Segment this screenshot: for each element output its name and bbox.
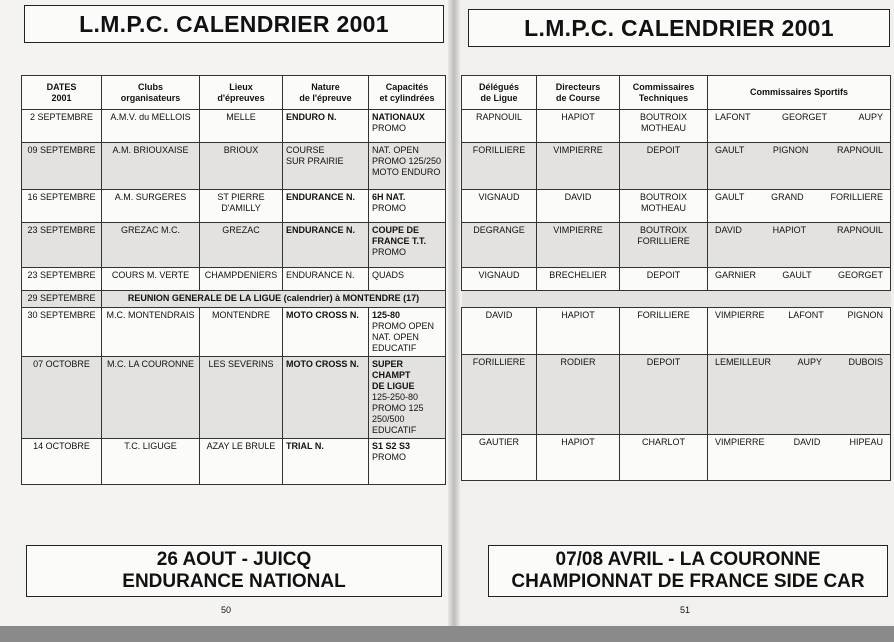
lieu-cell: GREZAC [200, 223, 283, 268]
left-page-number: 50 [221, 605, 232, 615]
sportif-name: GEORGET [837, 270, 883, 280]
delegue-cell: RAPNOUIL [462, 110, 537, 143]
left-page-title: L.M.P.C. CALENDRIER 2001 [24, 5, 444, 43]
nature-cell: ENDURANCE N. [283, 268, 369, 291]
table-row [22, 143, 446, 190]
table-row [462, 223, 891, 268]
capacites-cell [369, 110, 446, 143]
sportifs-cell [708, 143, 891, 190]
sportif-name: GAULT [782, 270, 812, 280]
tech-cell: FORILLIERE [620, 308, 708, 355]
sportifs-list [711, 357, 887, 368]
date-cell: 23 SEPTEMBRE [22, 223, 102, 268]
sportifs-list [711, 225, 887, 236]
sportif-name: HIPEAU [849, 437, 883, 447]
tech-cell: BOUTROIX MOTHEAU [620, 190, 708, 223]
club-cell: GREZAC M.C. [102, 223, 200, 268]
directeur-cell: HAPIOT [537, 308, 620, 355]
left-footer-line1: 26 AOUT - JUICQ [156, 549, 312, 570]
date-cell: 2 SEPTEMBRE [22, 110, 102, 143]
delegue-cell: DAVID [462, 308, 537, 355]
header-commissaires-sportifs: Commissaires Sportifs [708, 76, 891, 110]
date-cell: 16 SEPTEMBRE [22, 190, 102, 223]
left-footer-line2: ENDURANCE NATIONAL [122, 571, 346, 592]
date-cell: 14 OCTOBRE [22, 439, 102, 485]
sportif-name: LAFONT [788, 310, 824, 320]
right-page-number: 51 [680, 605, 691, 615]
sportif-name: GAULT [715, 145, 745, 155]
lieu-cell: CHAMPDENIERS [200, 268, 283, 291]
table-row [22, 110, 446, 143]
capacites-cell [369, 223, 446, 268]
date-cell: 23 SEPTEMBRE [22, 268, 102, 291]
lieu-cell: MELLE [200, 110, 283, 143]
nature-cell: ENDURO N. [283, 110, 369, 143]
meeting-date: 29 SEPTEMBRE [22, 291, 102, 308]
directeur-cell: VIMPIERRE [537, 223, 620, 268]
sportif-name: GAULT [715, 192, 745, 202]
directeur-cell: VIMPIERRE [537, 143, 620, 190]
right-footer-line2: CHAMPIONNAT DE FRANCE SIDE CAR [511, 571, 865, 592]
capacites-bold: S1 S2 S3 [372, 441, 411, 451]
sportif-name: GRAND [771, 192, 804, 202]
delegue-cell: DEGRANGE [462, 223, 537, 268]
capacites-bold: 125-80 [372, 310, 401, 320]
sportifs-cell [708, 435, 891, 481]
sportif-name: RAPNOUIL [836, 145, 883, 155]
nature-cell: MOTO CROSS N. [283, 308, 369, 357]
capacites-cell [369, 439, 446, 485]
capacites-cell [369, 143, 446, 190]
capacites-text: 125-250-80 PROMO 125 250/500 EDUCATIF [372, 392, 424, 435]
header-nature: Nature de l'épreuve [283, 76, 369, 110]
sportif-name: PIGNON [772, 145, 809, 155]
right-officials-table [461, 75, 891, 481]
club-cell: M.C. MONTENDRAIS [102, 308, 200, 357]
sportif-name: GEORGET [781, 112, 827, 122]
sportifs-cell [708, 190, 891, 223]
table-row [462, 143, 891, 190]
nature-cell: ENDURANCE N. [283, 190, 369, 223]
header-directeurs: Directeurs de Course [537, 76, 620, 110]
right-page-title: L.M.P.C. CALENDRIER 2001 [468, 9, 890, 47]
date-cell: 07 OCTOBRE [22, 357, 102, 439]
table-row [22, 308, 446, 357]
tech-cell: CHARLOT [620, 435, 708, 481]
capacites-cell [369, 357, 446, 439]
table-row [462, 110, 891, 143]
sportifs-list [711, 145, 887, 156]
nature-cell: MOTO CROSS N. [283, 357, 369, 439]
nature-cell: TRIAL N. [283, 439, 369, 485]
sportif-name: DAVID [715, 225, 742, 235]
table-row [22, 268, 446, 291]
capacites-bold: SUPER CHAMPT DE LIGUE [372, 359, 415, 391]
sportifs-cell [708, 308, 891, 355]
lieu-cell: ST PIERRE D'AMILLY [200, 190, 283, 223]
lieu-cell: MONTENDRE [200, 308, 283, 357]
sportifs-list [711, 310, 887, 321]
sportif-name: AUPY [858, 112, 883, 122]
bottom-strip [0, 626, 894, 642]
capacites-text: PROMO [372, 203, 407, 213]
table-row [462, 190, 891, 223]
sportif-name: FORILLIERE [830, 192, 883, 202]
capacites-cell [369, 268, 446, 291]
left-footer-banner [26, 545, 442, 597]
sportif-name: LAFONT [715, 112, 751, 122]
club-cell: A.M.V. du MELLOIS [102, 110, 200, 143]
meeting-row [22, 291, 446, 308]
delegue-cell: VIGNAUD [462, 268, 537, 291]
lieu-cell: LES SEVERINS [200, 357, 283, 439]
sportif-name: VIMPIERRE [715, 310, 765, 320]
right-footer-banner [488, 545, 888, 597]
header-commissaires-techniques: Commissaires Techniques [620, 76, 708, 110]
sportif-name: DUBOIS [848, 357, 883, 367]
sportifs-list [711, 112, 887, 123]
meeting-blank-cell [462, 291, 891, 308]
sportif-name: PIGNON [847, 310, 883, 320]
tech-cell: BOUTROIX MOTHEAU [620, 110, 708, 143]
lieu-cell: BRIOUX [200, 143, 283, 190]
sportif-name: HAPIOT [772, 225, 807, 235]
sportifs-cell [708, 110, 891, 143]
table-row [22, 439, 446, 485]
sportifs-cell [708, 355, 891, 435]
club-cell: T.C. LIGUGE [102, 439, 200, 485]
table-row [462, 308, 891, 355]
table-row [462, 355, 891, 435]
tech-cell: DEPOIT [620, 268, 708, 291]
sportif-name: RAPNOUIL [836, 225, 883, 235]
directeur-cell: HAPIOT [537, 435, 620, 481]
sportif-name: LEMEILLEUR [715, 357, 772, 367]
directeur-cell: DAVID [537, 190, 620, 223]
meeting-row-right [462, 291, 891, 308]
nature-cell: ENDURANCE N. [283, 223, 369, 268]
table-row [462, 268, 891, 291]
capacites-bold: 6H NAT. [372, 192, 406, 202]
capacites-cell [369, 308, 446, 357]
sportif-name: GARNIER [715, 270, 757, 280]
capacites-text: PROMO [372, 123, 407, 133]
header-capacites: Capacités et cylindrées [369, 76, 446, 110]
sportifs-list [711, 270, 887, 281]
sportifs-cell [708, 223, 891, 268]
club-cell: A.M. SURGERES [102, 190, 200, 223]
header-clubs: Clubs organisateurs [102, 76, 200, 110]
right-footer-line1: 07/08 AVRIL - LA COURONNE [555, 549, 821, 570]
book-spine [448, 0, 460, 626]
sportif-name: AUPY [797, 357, 823, 367]
sportif-name: DAVID [793, 437, 821, 447]
table-row [462, 435, 891, 481]
delegue-cell: FORILLIERE [462, 355, 537, 435]
table-row [22, 357, 446, 439]
sportifs-list [711, 192, 887, 203]
capacites-text: PROMO [372, 452, 407, 462]
sportifs-cell [708, 268, 891, 291]
delegue-cell: GAUTIER [462, 435, 537, 481]
directeur-cell: RODIER [537, 355, 620, 435]
sportifs-list [711, 437, 887, 448]
table-row [22, 190, 446, 223]
meeting-text: REUNION GENERALE DE LA LIGUE (calendrier) à MONTENDRE (17) [102, 291, 446, 308]
capacites-text: QUADS [372, 270, 405, 280]
capacites-bold: NATIONAUX [372, 112, 425, 122]
club-cell: A.M. BRIOUXAISE [102, 143, 200, 190]
table-row [22, 223, 446, 268]
capacites-text: NAT. OPEN PROMO 125/250 MOTO ENDURO [372, 145, 442, 177]
tech-cell: BOUTROIX FORILLIERE [620, 223, 708, 268]
capacites-text: PROMO OPEN NAT. OPEN EDUCATIF [372, 321, 435, 353]
capacites-text: PROMO [372, 247, 407, 257]
header-dates: DATES 2001 [22, 76, 102, 110]
date-cell: 30 SEPTEMBRE [22, 308, 102, 357]
nature-cell: COURSE SUR PRAIRIE [283, 143, 369, 190]
club-cell: COURS M. VERTE [102, 268, 200, 291]
capacites-bold: COUPE DE FRANCE T.T. [372, 225, 426, 246]
capacites-cell [369, 190, 446, 223]
lieu-cell: AZAY LE BRULE [200, 439, 283, 485]
left-calendar-table [21, 75, 446, 485]
directeur-cell: HAPIOT [537, 110, 620, 143]
date-cell: 09 SEPTEMBRE [22, 143, 102, 190]
header-lieux: Lieux d'épreuves [200, 76, 283, 110]
delegue-cell: FORILLIERE [462, 143, 537, 190]
club-cell: M.C. LA COURONNE [102, 357, 200, 439]
header-delegues: Délégués de Ligue [462, 76, 537, 110]
tech-cell: DEPOIT [620, 355, 708, 435]
tech-cell: DEPOIT [620, 143, 708, 190]
delegue-cell: VIGNAUD [462, 190, 537, 223]
directeur-cell: BRECHELIER [537, 268, 620, 291]
sportif-name: VIMPIERRE [715, 437, 765, 447]
